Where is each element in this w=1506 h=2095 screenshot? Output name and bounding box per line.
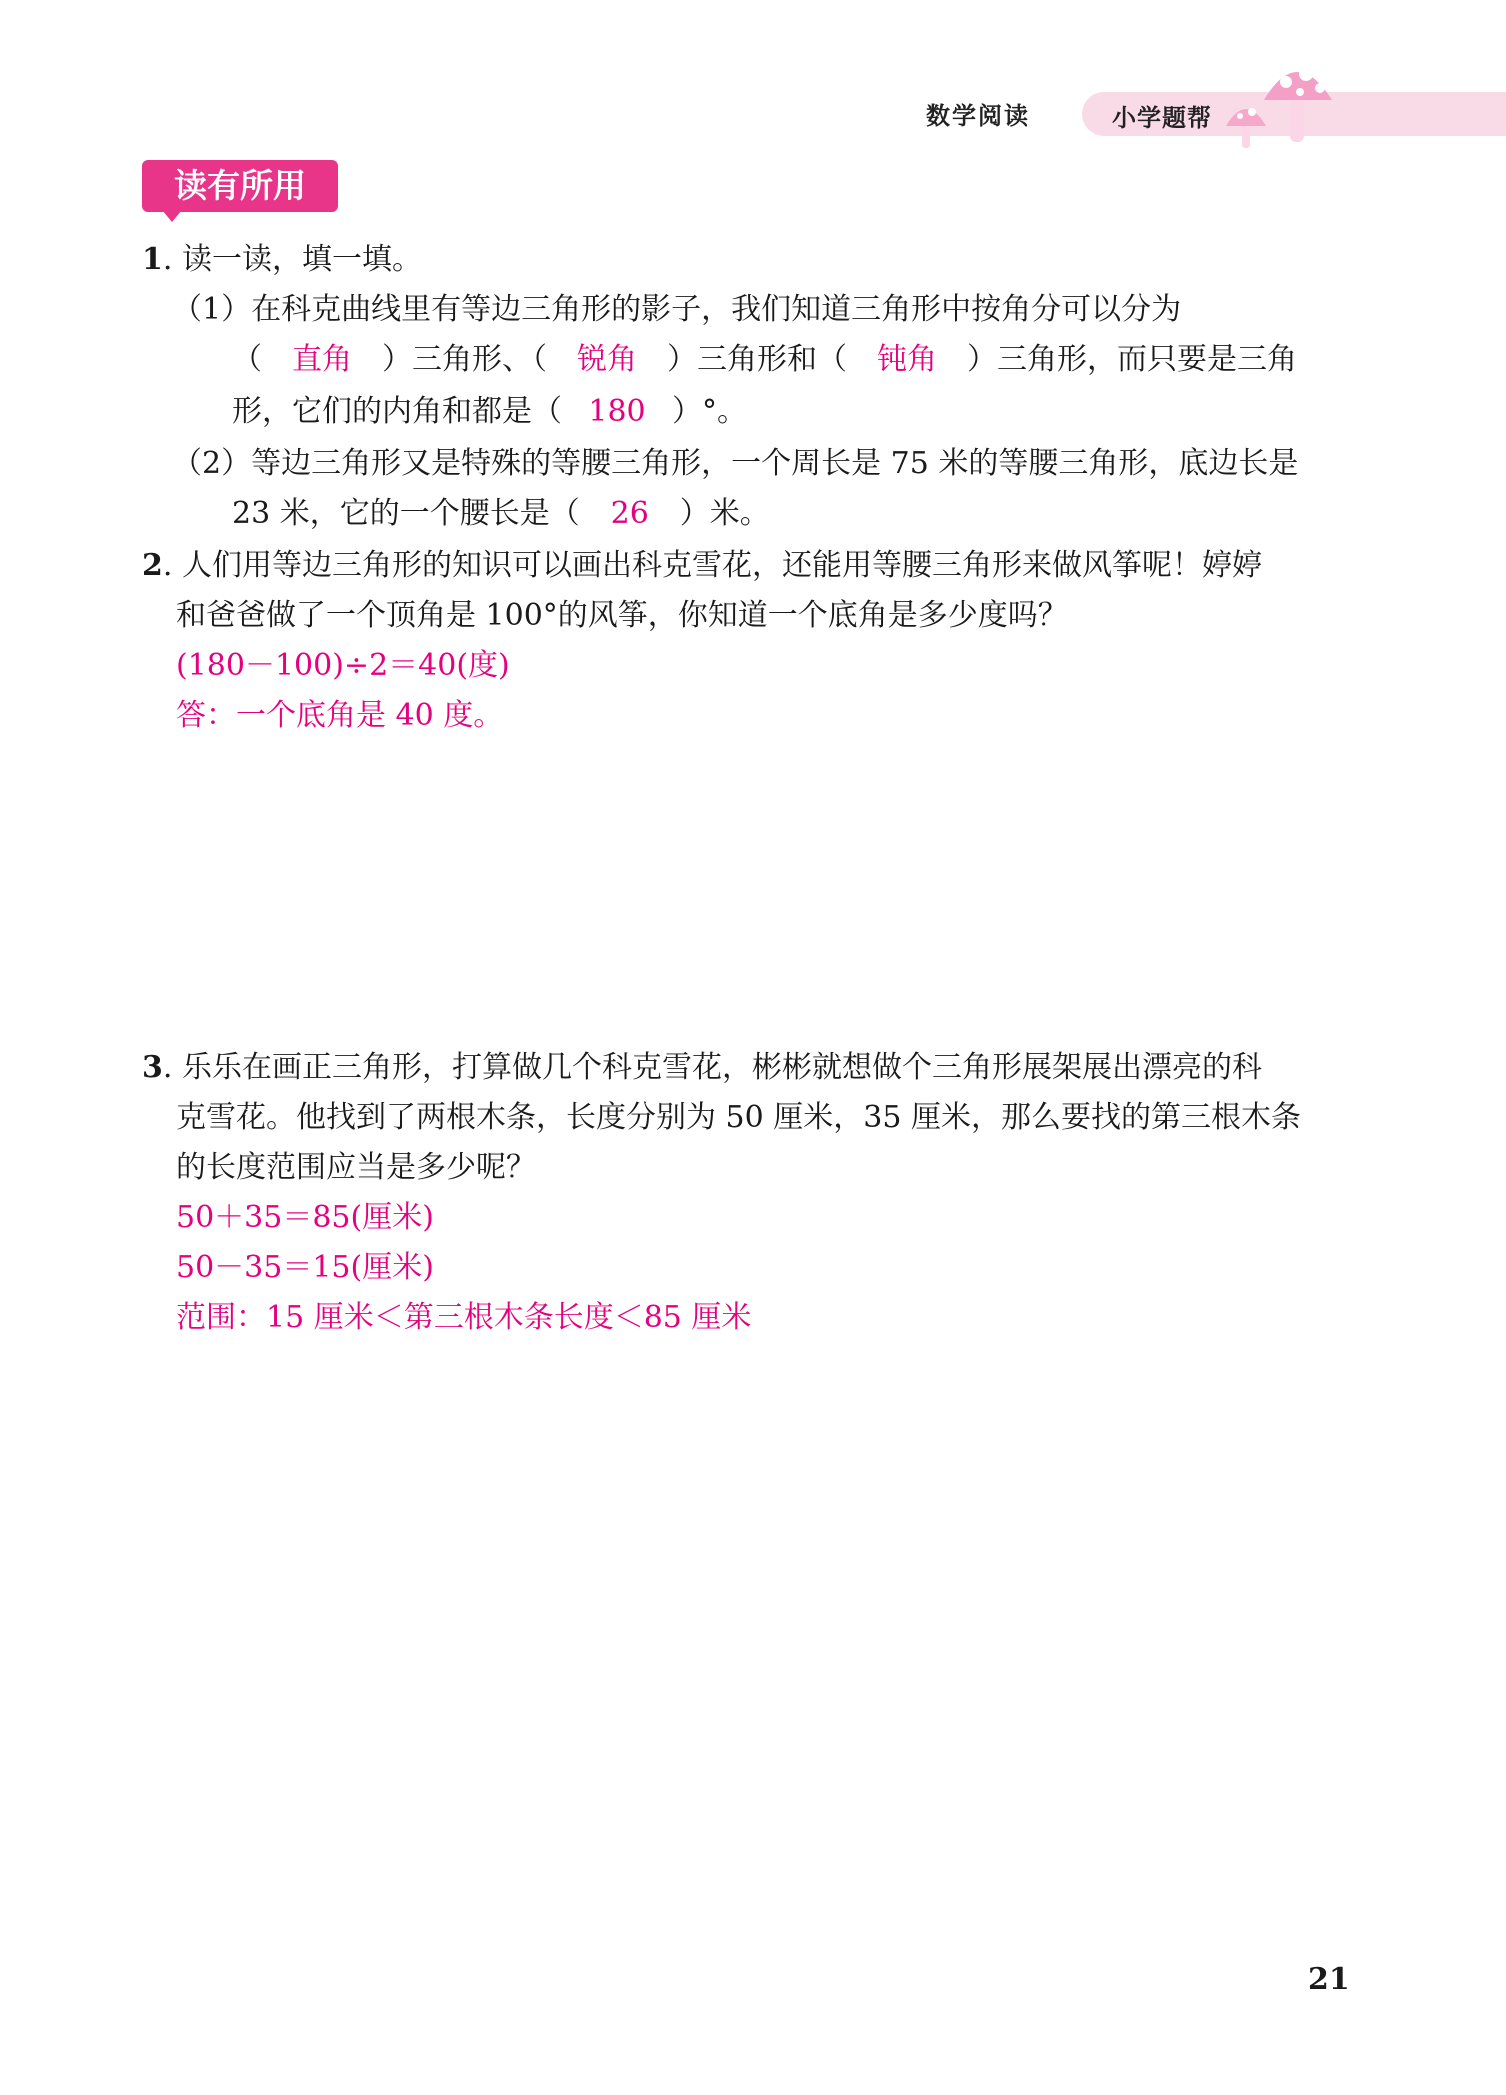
q1-p1-mid1: ）三角形、（ [382,342,547,377]
q3-line2: 克雪花。他找到了两根木条，长度分别为 50 厘米，35 厘米，那么要找的第三根木条 [176,1100,1301,1135]
q3-answer-sum: 50＋35＝85(厘米) [176,1200,434,1235]
q3-answer-range: 范围：15 厘米＜第三根木条长度＜85 厘米 [176,1300,752,1335]
q1-p1-end: ）°。 [672,394,747,429]
answer-leg-length: 26 [610,496,649,531]
q1-p1-line1: （1）在科克曲线里有等边三角形的影子，我们知道三角形中按角分可以分为 [172,292,1182,327]
q3-line3: 的长度范围应当是多少呢？ [176,1150,536,1185]
mushroom-icon [1214,52,1344,152]
q1-stem-text: . 读一读，填一填。 [162,242,422,277]
answer-angle-sum: 180 [588,394,646,429]
q3-line1-text: . 乐乐在画正三角形，打算做几个科克雪花，彬彬就想做个三角形展架展出漂亮的科 [162,1050,1262,1085]
q2-line1 [142,546,1262,586]
q2-answer-calc: (180－100)÷2＝40(度) [176,648,510,683]
blank-open: （ [232,342,262,377]
q1-number: 1 [142,242,163,277]
q3-number: 3 [142,1050,163,1085]
q1-p1-line2 [232,340,1297,380]
q1-p1-text-c: 形，它们的内角和都是（ [232,394,562,429]
q2-line1-text: . 人们用等边三角形的知识可以画出科克雪花，还能用等腰三角形来做风筝呢！婷婷 [162,548,1262,583]
q3-line1 [142,1048,1262,1088]
q2-number: 2 [142,548,163,583]
q1-p1-mid3: ）三角形，而只要是三角 [967,342,1297,377]
q1-p2-line1: （2）等边三角形又是特殊的等腰三角形，一个周长是 75 米的等腰三角形，底边长是 [172,446,1299,481]
q1-p1-mid2: ）三角形和（ [667,342,847,377]
section-tag-tail [162,210,182,222]
brand-label: 小学题帮 [1112,104,1212,132]
q1-p2-end: ）米。 [679,496,770,531]
q2-line2: 和爸爸做了一个顶角是 100°的风筝，你知道一个底角是多少度吗？ [176,598,1068,633]
q1-p1-line3 [232,392,747,432]
answer-obtuse-angle: 钝角 [877,342,937,377]
page-number: 21 [1308,1962,1350,1997]
q3-answer-difference: 50－35＝15(厘米) [176,1250,434,1285]
q1-p2-text-b: 23 米，它的一个腰长是（ [232,496,580,531]
section-tag: 读有所用 [142,160,338,212]
book-title: 数学阅读 [926,102,1030,130]
q1-stem [142,240,422,280]
q2-answer-sentence: 答：一个底角是 40 度。 [176,698,504,733]
answer-acute-angle: 锐角 [577,342,637,377]
answer-right-angle: 直角 [292,342,352,377]
q1-p2-line2 [232,494,770,534]
